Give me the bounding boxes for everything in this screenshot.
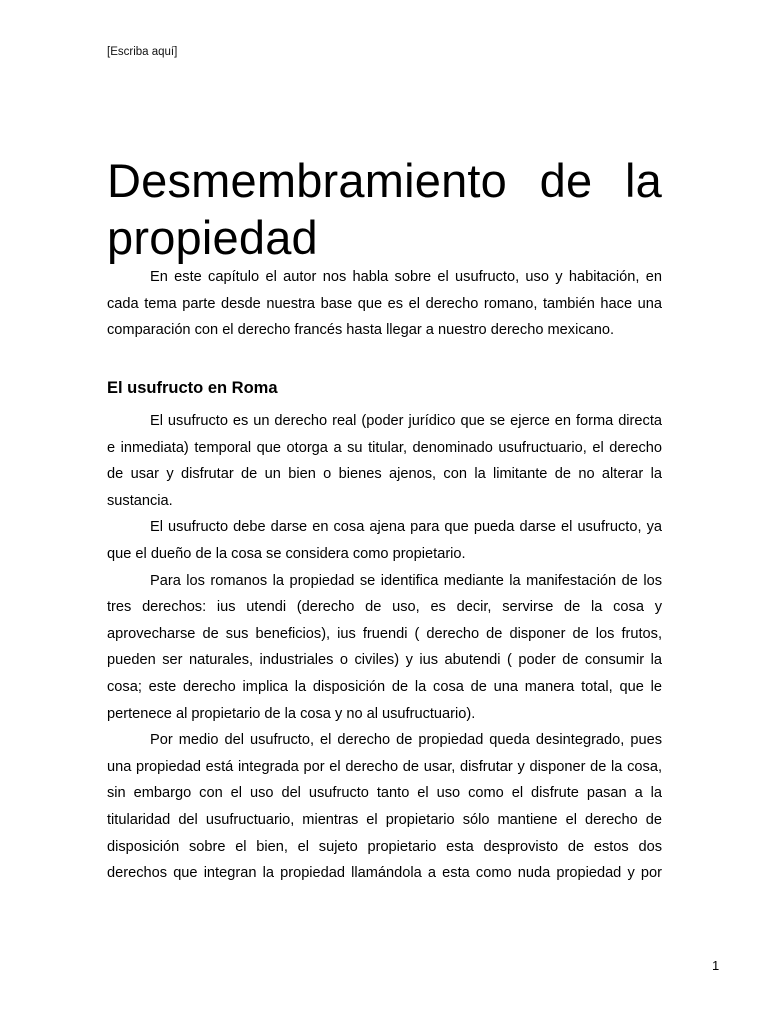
paragraph-4: Por medio del usufructo, el derecho de propiedad queda desintegrado, pues una propiedad está integrada por el derecho de usar, disfrutar y disponer de la cosa, sin embargo con el uso del usufructo tanto el uso como el disfrute pasan a la titularidad del usufructuario, mientras el propietario sólo mantiene el derecho de disposición sobre el bien, el sujeto propietario esta desprovisto de estos dos derechos que integran la propiedad llamándola a esta como nuda propiedad y por: [107, 732, 662, 882]
section-body: [107, 408, 662, 887]
paragraph-3: Para los romanos la propiedad se identifica mediante la manifestación de los tres derechos: ius utendi (derecho de uso, es decir, servirse de la cosa y aprovecharse de sus beneficios), ius fruendi ( derecho de disponer de los frutos, pueden ser naturales, industriales o civiles) y ius abutendi ( poder de consumir la cosa; este derecho implica la disposición de la cosa de una manera total, que le pertenece al propietario de la cosa y no al usufructuario).: [107, 572, 662, 722]
title-line-2: propiedad: [107, 211, 318, 264]
header-placeholder: [Escriba aquí]: [107, 46, 178, 58]
title-line-1: Desmembramiento de la: [107, 154, 662, 207]
intro-paragraph: En este capítulo el autor nos habla sobre el usufructo, uso y habitación, en cada tema parte desde nuestra base que es el derecho romano, también hace una comparación con el derecho francés hasta llegar a nuestro derecho mexicano.: [107, 269, 662, 339]
section-heading: El usufructo en Roma: [107, 379, 278, 397]
paragraph-2: El usufructo debe darse en cosa ajena para que pueda darse el usufructo, ya que el dueño de la cosa se considera como propietario.: [107, 519, 662, 562]
document-title: [107, 152, 662, 266]
paragraph-1: El usufructo es un derecho real (poder jurídico que se ejerce en forma directa e inmediata) temporal que otorga a su titular, denominado usufructuario, el derecho de usar y disfrutar de un bien o bienes ajenos, con la limitante de no alterar la sustancia.: [107, 413, 662, 509]
intro-block: [107, 264, 662, 344]
page-number: 1: [712, 958, 720, 973]
